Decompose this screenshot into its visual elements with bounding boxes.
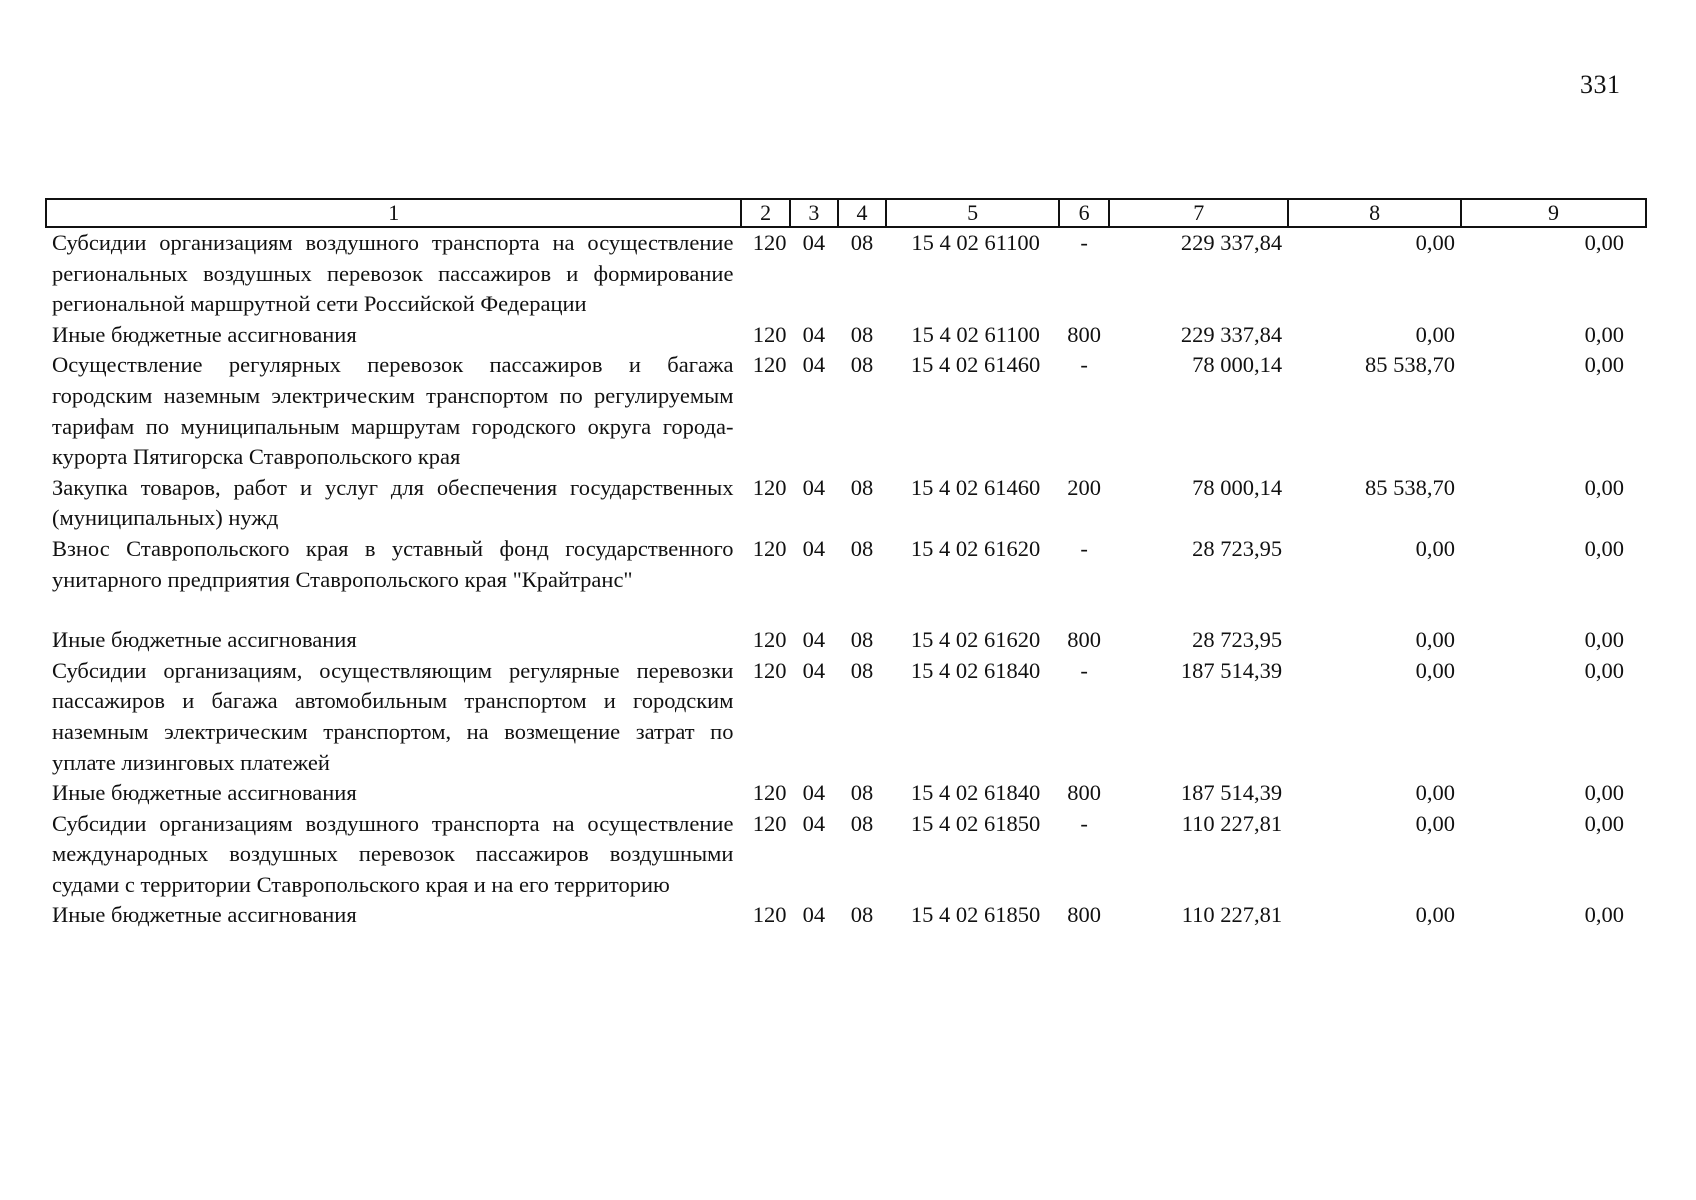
subsection-code: 08 — [850, 627, 874, 653]
section-code: 04 — [802, 902, 826, 928]
amount-col-9: 0,00 — [1584, 230, 1624, 255]
column-header-1: 1 — [46, 199, 741, 227]
column-header-4: 4 — [838, 199, 886, 227]
amount-col-9: 0,00 — [1584, 352, 1624, 378]
amount-col-9: 0,00 — [1584, 535, 1624, 561]
row-name: Субсидии организациям воздушного транспорта на осуществление международных воздушных перевозок пассажиров воздушными судами с территории Ставропольского края и на его территорию — [52, 810, 734, 897]
expense-type-code: - — [1080, 230, 1088, 255]
table-row — [46, 809, 1646, 901]
amount-col-8: 0,00 — [1415, 902, 1456, 928]
ministry-code: 120 — [752, 780, 787, 806]
amount-col-8: 0,00 — [1415, 810, 1456, 836]
amount-col-7: 78 000,14 — [1192, 352, 1283, 378]
column-header-5: 5 — [886, 199, 1059, 227]
expense-type-code: 800 — [1067, 321, 1102, 347]
subsection-code: 08 — [850, 810, 874, 836]
target-article-code: 15 4 02 61850 — [910, 902, 1041, 928]
expense-type-code: - — [1080, 352, 1088, 378]
expense-type-code: - — [1080, 657, 1088, 683]
section-code: 04 — [802, 657, 826, 683]
amount-col-7: 28 723,95 — [1192, 627, 1283, 653]
column-number-header — [46, 199, 1646, 227]
column-header-3: 3 — [790, 199, 838, 227]
row-name: Субсидии организациям воздушного транспорта на осуществление региональных воздушных перевозок пассажиров и формирование региональной маршрутной сети Российской Федерации — [52, 230, 734, 317]
table-row — [46, 656, 1646, 778]
row-name: Субсидии организациям, осуществляющим регулярные перевозки пассажиров и багажа автомобильным транспортом и городским наземным электрическим транспортом, на возмещение затрат по уплате лизинговых платежей — [52, 657, 734, 775]
budget-table — [45, 198, 1647, 931]
column-header-9: 9 — [1461, 199, 1646, 227]
target-article-code: 15 4 02 61100 — [911, 321, 1040, 347]
section-code: 04 — [802, 321, 826, 347]
target-article-code: 15 4 02 61620 — [910, 535, 1041, 561]
amount-col-9: 0,00 — [1584, 474, 1624, 500]
expense-type-code: - — [1080, 535, 1088, 561]
amount-col-8: 0,00 — [1415, 230, 1456, 255]
ministry-code: 120 — [752, 230, 787, 255]
row-name: Иные бюджетные ассигнования — [52, 627, 357, 653]
column-header-2: 2 — [741, 199, 789, 227]
target-article-code: 15 4 02 61460 — [910, 352, 1041, 378]
amount-col-8: 0,00 — [1415, 780, 1456, 806]
amount-col-8: 85 538,70 — [1365, 474, 1456, 500]
section-code: 04 — [802, 352, 826, 378]
row-name: Иные бюджетные ассигнования — [52, 321, 357, 347]
target-article-code: 15 4 02 61460 — [910, 474, 1041, 500]
table-row — [46, 900, 1646, 931]
amount-col-7: 229 337,84 — [1180, 230, 1283, 255]
amount-col-7: 187 514,39 — [1180, 657, 1283, 683]
row-name: Иные бюджетные ассигнования — [52, 902, 357, 928]
column-header-7: 7 — [1109, 199, 1288, 227]
ministry-code: 120 — [752, 321, 787, 347]
amount-col-9: 0,00 — [1584, 810, 1624, 836]
ministry-code: 120 — [752, 657, 787, 683]
ministry-code: 120 — [752, 352, 787, 378]
table-row — [46, 227, 1646, 320]
amount-col-9: 0,00 — [1584, 627, 1624, 653]
amount-col-9: 0,00 — [1584, 657, 1624, 683]
column-header-8: 8 — [1288, 199, 1461, 227]
amount-col-8: 85 538,70 — [1365, 352, 1456, 378]
subsection-code: 08 — [850, 474, 874, 500]
section-code: 04 — [802, 230, 826, 255]
subsection-code: 08 — [850, 230, 874, 255]
amount-col-7: 110 227,81 — [1181, 810, 1283, 836]
subsection-code: 08 — [850, 657, 874, 683]
spacer-cell — [46, 595, 1646, 625]
amount-col-9: 0,00 — [1584, 902, 1624, 928]
subsection-code: 08 — [850, 780, 874, 806]
ministry-code: 120 — [752, 535, 787, 561]
amount-col-7: 28 723,95 — [1192, 535, 1283, 561]
amount-col-8: 0,00 — [1415, 535, 1456, 561]
amount-col-8: 0,00 — [1415, 321, 1456, 347]
ministry-code: 120 — [752, 902, 787, 928]
spacer-row — [46, 595, 1646, 625]
subsection-code: 08 — [850, 321, 874, 347]
table-row — [46, 473, 1646, 534]
table-row — [46, 534, 1646, 595]
amount-col-7: 78 000,14 — [1192, 474, 1283, 500]
row-name: Взнос Ставропольского края в уставный фонд государственного унитарного предприятия Ставропольского края "Крайтранс" — [52, 535, 734, 592]
subsection-code: 08 — [850, 535, 874, 561]
expense-type-code: - — [1080, 810, 1088, 836]
ministry-code: 120 — [752, 627, 787, 653]
target-article-code: 15 4 02 61100 — [911, 230, 1040, 255]
section-code: 04 — [802, 535, 826, 561]
expense-type-code: 800 — [1067, 627, 1102, 653]
section-code: 04 — [802, 627, 826, 653]
target-article-code: 15 4 02 61840 — [910, 657, 1041, 683]
table-row — [46, 350, 1646, 472]
row-name: Закупка товаров, работ и услуг для обеспечения государственных (муниципальных) нужд — [52, 474, 734, 531]
amount-col-8: 0,00 — [1415, 627, 1456, 653]
target-article-code: 15 4 02 61840 — [910, 780, 1041, 806]
table-row — [46, 778, 1646, 809]
target-article-code: 15 4 02 61620 — [910, 627, 1041, 653]
table-row — [46, 625, 1646, 656]
expense-type-code: 800 — [1067, 780, 1102, 806]
section-code: 04 — [802, 474, 826, 500]
subsection-code: 08 — [850, 902, 874, 928]
table-row — [46, 320, 1646, 351]
row-name: Осуществление регулярных перевозок пассажиров и багажа городским наземным электрическим транспортом по регулируемым тарифам по муниципальным маршрутам городского округа города-курорта Пятигорска Ставропольского края — [52, 352, 734, 470]
page-number: 331 — [1580, 70, 1621, 99]
amount-col-9: 0,00 — [1584, 321, 1624, 347]
ministry-code: 120 — [752, 810, 787, 836]
subsection-code: 08 — [850, 352, 874, 378]
ministry-code: 120 — [752, 474, 787, 500]
amount-col-7: 229 337,84 — [1180, 321, 1283, 347]
amount-col-7: 110 227,81 — [1181, 902, 1283, 928]
column-header-6: 6 — [1059, 199, 1109, 227]
section-code: 04 — [802, 780, 826, 806]
row-name: Иные бюджетные ассигнования — [52, 780, 357, 806]
amount-col-8: 0,00 — [1415, 657, 1456, 683]
expense-type-code: 200 — [1067, 474, 1102, 500]
amount-col-9: 0,00 — [1584, 780, 1624, 806]
expense-type-code: 800 — [1067, 902, 1102, 928]
amount-col-7: 187 514,39 — [1180, 780, 1283, 806]
section-code: 04 — [802, 810, 826, 836]
budget-table-container — [45, 198, 1647, 931]
target-article-code: 15 4 02 61850 — [910, 810, 1041, 836]
